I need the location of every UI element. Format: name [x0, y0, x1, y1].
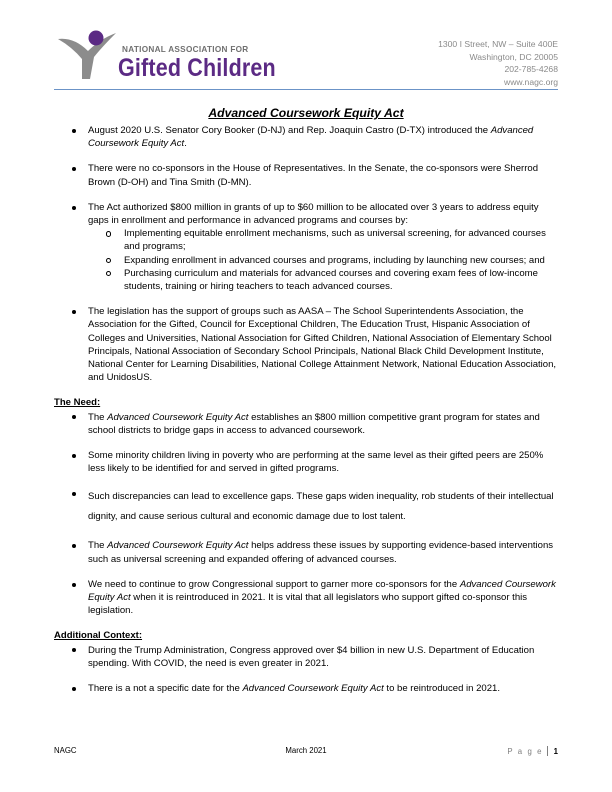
act-name: Advanced Coursework Equity Act [88, 125, 534, 150]
logo-small-text: NATIONAL ASSOCIATION FOR [122, 45, 249, 54]
nagc-logo [56, 27, 276, 85]
list-item [54, 578, 560, 618]
bullet-icon [72, 687, 76, 691]
gifted-child-logo-icon [56, 27, 120, 85]
list-item [54, 682, 560, 695]
page-divider [547, 746, 548, 756]
list-item [54, 305, 560, 384]
bullet-icon [72, 583, 76, 587]
bullet-icon [72, 167, 76, 171]
list-item [54, 124, 560, 150]
document-body [54, 124, 560, 707]
text-run: There were no co-sponsors in the House of Representatives. In the Senate, the co-sponsors were Sherrod Brown (D-OH) and Tina Smith (D-MN). [88, 163, 539, 188]
list-item [54, 487, 560, 527]
sub-list-item [88, 267, 560, 293]
text-run: establishes an $800 million competitive grant program for states and school districts to bridge gaps in access to advanced coursework. [88, 411, 540, 436]
text-run: The legislation has the support of groups such as AASA – The School Superintendents Association, the Association for the Gifted, Council for Exceptional Children, The Education Trust, Hispanic Association of Colleges and Universities, National Association for Gifted Children, National Association of Elementary School Principals, National Association of Secondary School Principals, National Black Child Development Institute, National Center for Learning Disabilities, National College Attainment Network, National Education Association, and UnidosUS. [88, 306, 557, 384]
list-item [54, 201, 560, 293]
bullet-icon [72, 415, 76, 419]
sub-list [88, 227, 560, 293]
document-title: Advanced Coursework Equity Act [208, 106, 404, 120]
need-list [54, 411, 560, 618]
bullet-icon [72, 129, 76, 133]
address-line-phone: 202-785-4268 [504, 64, 558, 75]
text-run: August 2020 U.S. Senator Cory Booker (D-NJ) and Rep. Joaquin Castro (D-TX) introduced the [88, 125, 491, 136]
section-heading-need: The Need: [54, 397, 101, 409]
text-run: The Act authorized $800 million in grants of up to $60 million to be allocated over 3 years to address equity gaps in enrollment and performance in advanced programs and courses by: [88, 201, 539, 227]
text-run: There is a not a specific date for the [88, 683, 243, 695]
list-item [54, 162, 560, 188]
sub-bullet-icon [106, 271, 111, 276]
footer-org: NAGC [54, 746, 77, 755]
address-line-city: Washington, DC 20005 [469, 51, 558, 62]
bullet-icon [72, 454, 76, 458]
text-run: The [88, 540, 108, 552]
text-run: Expanding enrollment in advanced courses and programs, including by launching new courses; and [124, 254, 545, 266]
sub-list-item [88, 254, 560, 267]
page-number: 1 [553, 747, 558, 756]
logo-large-text: Gifted Children [118, 54, 276, 82]
footer-date: March 2021 [285, 746, 327, 755]
sub-bullet-icon [106, 258, 111, 263]
text-run: when it is reintroduced in 2021. It is vital that all legislators who support gifted co-sponsor this legislation. [88, 592, 528, 617]
address-line-street: 1300 I Street, NW – Suite 400E [438, 39, 558, 49]
text-run: to be reintroduced in 2021. [383, 683, 501, 695]
list-item [54, 539, 560, 565]
act-name: Advanced Coursework Equity Act [242, 683, 384, 695]
text-run: We need to continue to grow Congressional support to garner more co-sponsors for the [88, 578, 460, 590]
text-run: During the Trump Administration, Congress approved over $4 billion in new U.S. Department of Education spending. With COVID, the need is even greater in 2021. [88, 644, 535, 669]
bullet-icon [72, 492, 76, 496]
sub-bullet-icon [106, 231, 111, 236]
page-label: P a g e [507, 747, 544, 756]
text-run: Such discrepancies can lead to excellence gaps. These gaps widen inequality, rob students of their intellectual dignity, and cause serious cultural and economic damage due to lost talent. [88, 491, 554, 523]
context-list [54, 644, 560, 696]
text-run: . [184, 138, 187, 150]
text-run: Some minority children living in poverty who are performing at the same level as their gifted peers are 250% less likely to be identified for and served in gifted programs. [88, 450, 544, 475]
bullet-icon [72, 648, 76, 652]
text-run: helps address these issues by supporting evidence-based interventions such as universal screening and expanded offering of advanced courses. [88, 540, 554, 565]
address-block [438, 38, 558, 88]
text-run: Implementing equitable enrollment mechanisms, such as universal screening, for advanced courses and programs; [124, 228, 546, 253]
text-run: Purchasing curriculum and materials for advanced courses and covering exam fees of low-income students, training or hiring teachers to teach advanced courses. [124, 267, 538, 293]
address-line-website: www.nagc.org [504, 76, 558, 87]
footer-page [507, 746, 558, 756]
act-name: Advanced Coursework Equity Act [107, 411, 249, 423]
act-name: Advanced Coursework Equity Act [107, 540, 249, 552]
text-run: The [88, 411, 108, 423]
bullet-icon [72, 310, 76, 314]
list-item [54, 411, 560, 437]
header-divider [54, 89, 558, 90]
act-name: Advanced Coursework Equity Act [88, 578, 556, 604]
list-item [54, 644, 560, 670]
bullet-icon [72, 206, 76, 210]
sub-list-item [88, 227, 560, 253]
section-heading-context: Additional Context: [54, 630, 143, 642]
intro-list [54, 124, 560, 384]
bullet-icon [72, 544, 76, 548]
list-item [54, 449, 560, 475]
